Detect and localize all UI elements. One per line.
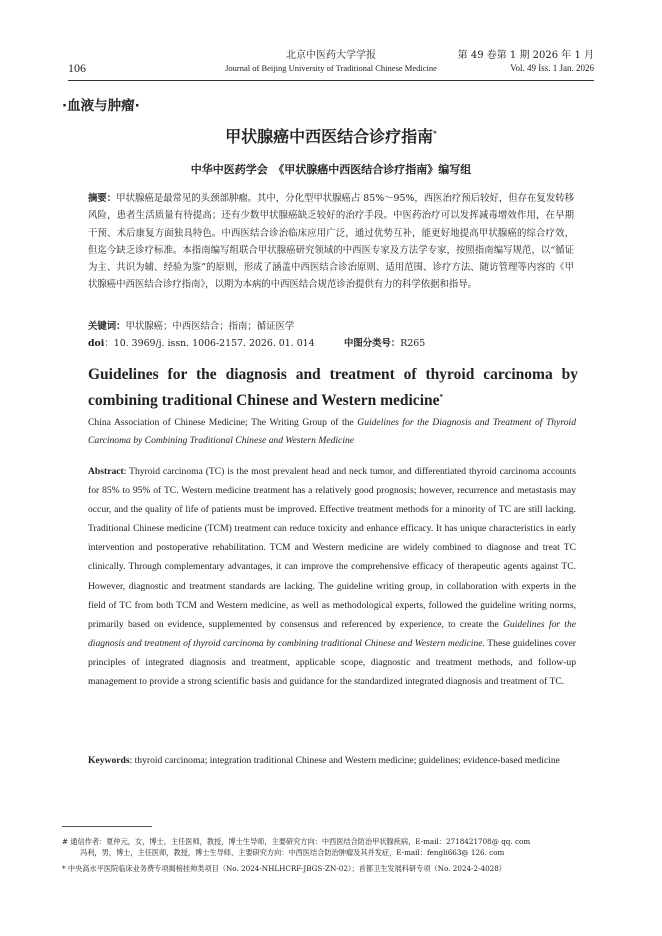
page-number: 106 (68, 61, 86, 75)
authors-en-italic: Guidelines for the Diagnosis and Treatment of Thyroid Carcinoma by Combining Traditional Chinese and Western Medicine (88, 417, 576, 446)
abstract-en-part1: : Thyroid carcinoma (TC) is the most prevalent head and neck tumor, and differentiated thyroid carcinoma accounts for 85% to 95% of TC. Western medicine treatment has a relatively good prognosis; however, recurrence and metastasis may occur, and the quality of life of patients must be improved. Effective treatment methods for a minority of TC are still lacking. Traditional Chinese medicine (TCM) treatment can reduce toxicity and enhance efficacy. It has unique characteristics in early intervention and postoperative rehabilitation. TCM and Western medicine are widely combined to diagnose and treat TC clinically. Through complementary advantages, it can improve the comprehensive efficacy of therapeutic agents against TC. However, diagnostic and treatment standards are lacking. The guideline writing group, in collaboration with experts in the field of TC from both TCM and Western medicine, as well as methodological experts, followed the guideline writing norms, primarily based on evidence, supplemented by consensus and referenced by experience, to create the (88, 466, 576, 630)
authors-cn: 中华中医药学会 《甲状腺癌中西医结合诊疗指南》编写组 (190, 163, 472, 176)
journal-title-cn: 北京中医药大学学报 (286, 50, 376, 61)
header-rule (68, 80, 594, 81)
article-title-en (88, 364, 578, 412)
journal-title-en: Journal of Beijing University of Traditional Chinese Medicine (225, 63, 437, 73)
keywords-en-text: : thyroid carcinoma; integration traditional Chinese and Western medicine; guidelines; evidence-based medicine (129, 755, 560, 766)
abstract-en (88, 462, 576, 691)
doi-value: ：10. 3969/j. issn. 1006-2157. 2026. 01. 014 (104, 338, 315, 349)
abstract-cn (88, 190, 574, 294)
keywords-cn-label: 关键词： (88, 321, 126, 332)
abstract-en-part2: . These guidelines cover principles of integrated diagnosis and treatment, applicable scope, diagnostic and treatment methods, and follow-up management to provide a strong scientific basis and guidance for the standardized integrated diagnosis and treatment of TC. (88, 637, 576, 688)
classification (344, 335, 425, 349)
title-en-text: Guidelines for the diagnosis and treatment of thyroid carcinoma by combining traditional Chinese and Western medicine (88, 366, 578, 410)
abstract-cn-label: 摘要： (88, 193, 117, 204)
title-cn-text: 甲状腺癌中西医结合诊疗指南 (225, 127, 434, 146)
keywords-en-label: Keywords (88, 755, 130, 766)
doi-label: doi (88, 338, 105, 349)
keywords-cn (88, 318, 574, 332)
footnote-line-2: 冯利，男，博士，主任医师，教授，博士生导师，主要研究方向：中西医结合防治肿瘤及其并发症，E-mail：fengli663@ 126. com (80, 848, 505, 857)
authors-en-prefix: China Association of Chinese Medicine; The Writing Group of the (88, 417, 358, 428)
abstract-en-italic: Guidelines for the diagnosis and treatment of thyroid carcinoma by combining traditional Chinese and Western medicine (88, 618, 577, 649)
volume-info-cn: 第 49 卷第 1 期 2026 年 1 月 (457, 50, 594, 61)
footnote-rule (62, 826, 152, 827)
footnote-funding: * 中央高水平医院临床业务费专项揭榜挂帅类项目（No. 2024-NHLHCRF-JBGS-ZN-02）；首都卫生发展科研专项（No. 2024-2-4028） (62, 864, 506, 873)
volume-info-en: Vol. 49 Iss. 1 Jan. 2026 (510, 63, 594, 73)
article-title-cn (0, 124, 662, 147)
keywords-en (88, 751, 576, 770)
classification-value: R265 (400, 338, 426, 349)
section-label: ·血液与肿瘤· (62, 98, 140, 114)
abstract-en-label: Abstract (88, 466, 124, 477)
footnote-line-1: # 通信作者：夏仲元，女，博士，主任医师，教授，博士生导师，主要研究方向：中西医结合防治甲状腺疾病，E-mail：2718421708@ qq. com (62, 837, 531, 846)
title-footnote-mark: * (433, 129, 437, 138)
classification-label: 中图分类号： (344, 338, 401, 349)
keywords-cn-text: 甲状腺癌；中西医结合；指南；循证医学 (125, 321, 295, 332)
title-en-footnote-mark: * (439, 393, 443, 401)
footnote-corresponding (62, 836, 592, 858)
authors-en (88, 414, 576, 449)
abstract-cn-text: 甲状腺癌是最常见的头颈部肿瘤。其中，分化型甲状腺癌占 85%～95%，西医治疗预后较好，但存在复发转移风险，患者生活质量有待提高；还有少数甲状腺癌缺乏较好的治疗手段。中医药治疗可以发挥减毒增效作用，在早期干预、术后康复方面独具特色。中西医结合诊治临床应用广泛，通过优势互补，能更好地提高甲状腺癌的综合疗效，但迄今缺乏诊疗标准。本指南编写组联合甲状腺癌研究领域的中西医专家及方法学专家，按照指南编写规范，以“循证为主、共识为辅、经验为鉴”的原则，形成了涵盖中西医结合诊治原则、适用范围、诊疗方法、随访管理等内容的《甲状腺癌中西医结合诊疗指南》，以期为本病的中西医结合规范诊治提供有力的科学依据和指导。 (88, 193, 574, 291)
doi-line (88, 335, 574, 349)
